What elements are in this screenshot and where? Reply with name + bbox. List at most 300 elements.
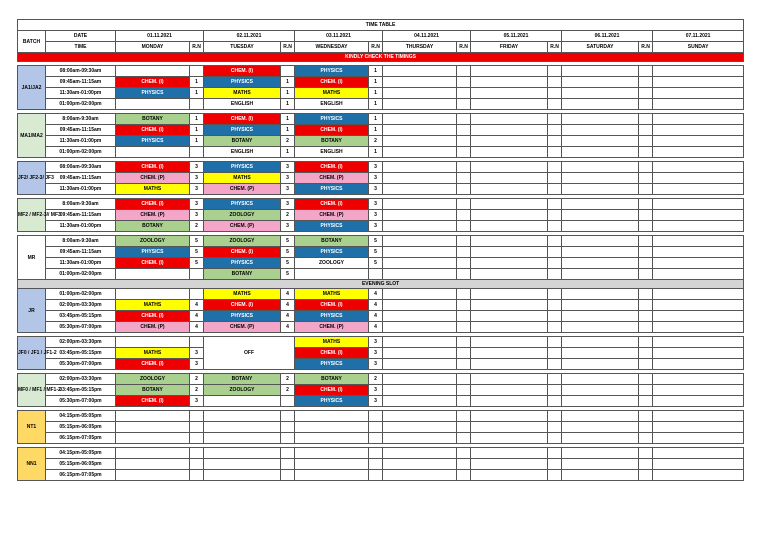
empty-cell <box>562 210 639 221</box>
batch-cell: JF0 / JF1 / JF1-2 <box>18 337 46 370</box>
room-number: 3 <box>190 348 204 359</box>
room-number <box>369 448 383 459</box>
empty-cell <box>562 99 639 110</box>
empty-rn <box>457 322 471 333</box>
table-row <box>18 125 744 136</box>
empty-rn <box>639 374 653 385</box>
table-row <box>18 236 744 247</box>
empty-cell <box>471 258 548 269</box>
room-number: 1 <box>281 147 295 158</box>
subject-cell: ENGLISH <box>204 99 281 110</box>
subject-cell: MATHS <box>116 348 190 359</box>
subject-cell: CHEM. (P) <box>295 322 369 333</box>
room-number: 5 <box>281 269 295 280</box>
date-cell: 01.11.2021 <box>116 31 204 42</box>
empty-cell <box>653 136 744 147</box>
room-number: 3 <box>369 210 383 221</box>
room-number: 1 <box>369 99 383 110</box>
time-cell: 11:30am-01:00pm <box>46 221 116 232</box>
empty-cell <box>562 422 639 433</box>
page-title: TIME TABLE <box>18 20 744 31</box>
time-cell: 03:45pm-05:15pm <box>46 311 116 322</box>
room-number: 3 <box>281 162 295 173</box>
date-cell: 04.11.2021 <box>383 31 471 42</box>
room-number <box>190 459 204 470</box>
subject-cell: ZOOLOGY <box>204 236 281 247</box>
empty-cell <box>471 247 548 258</box>
empty-rn <box>548 337 562 348</box>
room-number: 4 <box>190 300 204 311</box>
empty-cell <box>562 359 639 370</box>
room-number <box>190 99 204 110</box>
table-row <box>18 459 744 470</box>
subject-cell: CHEM. (I) <box>295 162 369 173</box>
room-number: 2 <box>281 385 295 396</box>
room-number <box>281 396 295 407</box>
subject-cell <box>116 147 190 158</box>
empty-rn <box>548 173 562 184</box>
empty-cell <box>562 459 639 470</box>
empty-cell <box>562 311 639 322</box>
empty-cell <box>653 422 744 433</box>
subject-cell: PHYSICS <box>295 114 369 125</box>
empty-cell <box>383 411 457 422</box>
table-row <box>18 448 744 459</box>
empty-rn <box>457 66 471 77</box>
time-cell: 05:15pm-06:05pm <box>46 459 116 470</box>
table-row <box>18 88 744 99</box>
table-row <box>18 99 744 110</box>
time-cell: 11:30am-01:00pm <box>46 88 116 99</box>
batch-cell: JF2/ JF2-3/ JF3 <box>18 162 46 195</box>
empty-cell <box>653 470 744 481</box>
time-cell: 05:30pm-07:00pm <box>46 322 116 333</box>
room-number: 2 <box>190 385 204 396</box>
subject-cell: ZOOLOGY <box>116 374 190 385</box>
room-number <box>281 411 295 422</box>
subject-cell <box>204 459 281 470</box>
rn-header: R.N <box>281 42 295 53</box>
room-number <box>190 433 204 444</box>
empty-rn <box>639 470 653 481</box>
empty-cell <box>653 411 744 422</box>
empty-rn <box>548 433 562 444</box>
subject-cell: BOTANY <box>295 136 369 147</box>
empty-rn <box>548 311 562 322</box>
empty-cell <box>471 385 548 396</box>
subject-cell: MATHS <box>295 289 369 300</box>
subject-cell: CHEM. (P) <box>204 221 281 232</box>
rn-header: R.N <box>369 42 383 53</box>
empty-cell <box>653 66 744 77</box>
empty-rn <box>457 162 471 173</box>
room-number: 5 <box>281 247 295 258</box>
table-row <box>18 300 744 311</box>
empty-cell <box>383 173 457 184</box>
table-row <box>18 385 744 396</box>
empty-cell <box>471 459 548 470</box>
subject-cell: CHEM. (P) <box>204 184 281 195</box>
empty-rn <box>548 470 562 481</box>
room-number: 3 <box>281 173 295 184</box>
empty-rn <box>639 322 653 333</box>
rn-header: R.N <box>639 42 653 53</box>
empty-rn <box>548 125 562 136</box>
room-number: 3 <box>369 359 383 370</box>
empty-rn <box>457 114 471 125</box>
empty-cell <box>471 411 548 422</box>
subject-cell: CHEM. (I) <box>295 77 369 88</box>
table-row <box>18 470 744 481</box>
empty-cell <box>562 125 639 136</box>
empty-cell <box>653 125 744 136</box>
room-number: 3 <box>190 210 204 221</box>
room-number: 5 <box>281 236 295 247</box>
empty-rn <box>639 236 653 247</box>
subject-cell <box>204 422 281 433</box>
empty-cell <box>471 66 548 77</box>
empty-cell <box>562 289 639 300</box>
subject-cell: CHEM. (I) <box>116 77 190 88</box>
batch-cell: NN1 <box>18 448 46 481</box>
table-row <box>18 77 744 88</box>
room-number <box>369 422 383 433</box>
room-number: 3 <box>281 184 295 195</box>
room-number: 3 <box>369 396 383 407</box>
subject-cell <box>204 396 281 407</box>
subject-cell: PHYSICS <box>295 396 369 407</box>
table-row <box>18 258 744 269</box>
empty-rn <box>457 125 471 136</box>
empty-rn <box>457 210 471 221</box>
empty-cell <box>562 470 639 481</box>
timetable <box>17 19 744 481</box>
empty-cell <box>383 300 457 311</box>
empty-cell <box>653 77 744 88</box>
table-row <box>18 199 744 210</box>
subject-cell <box>295 459 369 470</box>
room-number: 3 <box>190 199 204 210</box>
empty-cell <box>471 77 548 88</box>
empty-rn <box>457 136 471 147</box>
empty-cell <box>383 114 457 125</box>
empty-cell <box>471 448 548 459</box>
empty-rn <box>639 337 653 348</box>
table-row <box>18 247 744 258</box>
empty-cell <box>383 374 457 385</box>
room-number: 4 <box>369 300 383 311</box>
day-cell: SATURDAY <box>562 42 639 53</box>
empty-cell <box>383 396 457 407</box>
empty-cell <box>562 258 639 269</box>
empty-cell <box>383 136 457 147</box>
subject-cell: CHEM. (I) <box>116 199 190 210</box>
empty-rn <box>457 374 471 385</box>
empty-rn <box>639 162 653 173</box>
room-number: 1 <box>369 66 383 77</box>
empty-cell <box>471 88 548 99</box>
subject-cell <box>204 448 281 459</box>
empty-cell <box>471 300 548 311</box>
subject-cell: PHYSICS <box>204 258 281 269</box>
empty-rn <box>457 348 471 359</box>
empty-rn <box>548 374 562 385</box>
empty-rn <box>548 359 562 370</box>
rn-header: R.N <box>457 42 471 53</box>
subject-cell: ENGLISH <box>295 99 369 110</box>
empty-rn <box>639 221 653 232</box>
batch-cell: JR <box>18 289 46 333</box>
room-number: 1 <box>369 125 383 136</box>
time-cell: 8:00am-9:30am <box>46 236 116 247</box>
empty-rn <box>639 300 653 311</box>
empty-cell <box>471 374 548 385</box>
subject-cell <box>116 269 190 280</box>
empty-cell <box>562 374 639 385</box>
time-cell: 05:30pm-07:00pm <box>46 359 116 370</box>
empty-cell <box>562 396 639 407</box>
empty-cell <box>471 337 548 348</box>
day-cell: THURSDAY <box>383 42 457 53</box>
empty-rn <box>639 385 653 396</box>
room-number <box>281 448 295 459</box>
room-number: 3 <box>369 199 383 210</box>
time-cell: 01:00pm-02:00pm <box>46 99 116 110</box>
subject-cell <box>295 448 369 459</box>
room-number: 3 <box>281 221 295 232</box>
table-row <box>18 289 744 300</box>
empty-rn <box>639 114 653 125</box>
empty-cell <box>653 269 744 280</box>
room-number <box>281 470 295 481</box>
empty-rn <box>457 147 471 158</box>
subject-cell <box>116 289 190 300</box>
subject-cell: PHYSICS <box>295 247 369 258</box>
room-number: 5 <box>281 258 295 269</box>
table-row <box>18 422 744 433</box>
batch-cell: MF0 / MF1 / MF1-2 <box>18 374 46 407</box>
empty-cell <box>562 114 639 125</box>
empty-cell <box>653 300 744 311</box>
room-number: 4 <box>281 322 295 333</box>
subject-cell <box>295 411 369 422</box>
subject-cell: ENGLISH <box>295 147 369 158</box>
empty-rn <box>548 99 562 110</box>
subject-cell <box>295 470 369 481</box>
subject-cell: CHEM. (P) <box>295 173 369 184</box>
off-cell: OFF <box>204 337 295 370</box>
room-number: 5 <box>190 258 204 269</box>
empty-cell <box>383 337 457 348</box>
batch-cell: MA1/MA2 <box>18 114 46 158</box>
empty-rn <box>548 88 562 99</box>
subject-cell: BOTANY <box>116 221 190 232</box>
empty-cell <box>471 433 548 444</box>
subject-cell: PHYSICS <box>204 162 281 173</box>
room-number: 4 <box>281 311 295 322</box>
table-row <box>18 374 744 385</box>
subject-cell <box>204 470 281 481</box>
empty-cell <box>383 99 457 110</box>
empty-rn <box>457 359 471 370</box>
empty-rn <box>457 470 471 481</box>
date-cell: 02.11.2021 <box>204 31 295 42</box>
empty-rn <box>548 300 562 311</box>
empty-rn <box>457 173 471 184</box>
empty-rn <box>457 396 471 407</box>
empty-cell <box>471 348 548 359</box>
empty-cell <box>471 311 548 322</box>
empty-rn <box>457 221 471 232</box>
subject-cell: CHEM. (I) <box>116 396 190 407</box>
empty-cell <box>653 374 744 385</box>
empty-rn <box>639 147 653 158</box>
room-number <box>190 269 204 280</box>
empty-rn <box>457 422 471 433</box>
empty-cell <box>562 236 639 247</box>
empty-rn <box>457 258 471 269</box>
subject-cell: CHEM. (I) <box>204 114 281 125</box>
empty-cell <box>653 88 744 99</box>
empty-cell <box>653 184 744 195</box>
empty-rn <box>639 258 653 269</box>
empty-rn <box>548 221 562 232</box>
time-cell: 01:00pm-02:00pm <box>46 147 116 158</box>
room-number: 1 <box>190 125 204 136</box>
empty-rn <box>548 289 562 300</box>
room-number: 1 <box>369 88 383 99</box>
empty-cell <box>562 77 639 88</box>
empty-rn <box>457 448 471 459</box>
room-number <box>190 66 204 77</box>
room-number <box>190 422 204 433</box>
empty-cell <box>383 162 457 173</box>
time-cell: 8:00am-9:30am <box>46 114 116 125</box>
empty-rn <box>548 348 562 359</box>
empty-rn <box>457 269 471 280</box>
subject-cell: MATHS <box>295 337 369 348</box>
time-cell: 08:00am-09:30am <box>46 162 116 173</box>
time-cell: 8:00am-9:30am <box>46 199 116 210</box>
room-number: 1 <box>190 88 204 99</box>
empty-rn <box>639 269 653 280</box>
room-number <box>281 433 295 444</box>
empty-cell <box>653 289 744 300</box>
empty-cell <box>562 269 639 280</box>
subject-cell: MATHS <box>204 88 281 99</box>
room-number: 5 <box>369 236 383 247</box>
subject-cell: CHEM. (I) <box>295 199 369 210</box>
time-cell: 11:30am-01:00pm <box>46 258 116 269</box>
empty-rn <box>639 459 653 470</box>
time-cell: 09:45am-11:15am <box>46 210 116 221</box>
empty-rn <box>639 173 653 184</box>
batch-cell: MF2 / MF2-3// MF3 <box>18 199 46 232</box>
empty-cell <box>471 162 548 173</box>
subject-cell: PHYSICS <box>116 247 190 258</box>
empty-cell <box>562 300 639 311</box>
empty-cell <box>471 396 548 407</box>
empty-cell <box>562 199 639 210</box>
empty-cell <box>471 114 548 125</box>
room-number: 4 <box>190 311 204 322</box>
room-number: 1 <box>281 99 295 110</box>
room-number: 5 <box>369 247 383 258</box>
empty-cell <box>383 269 457 280</box>
empty-rn <box>548 385 562 396</box>
room-number: 2 <box>190 221 204 232</box>
room-number <box>369 459 383 470</box>
table-row <box>18 433 744 444</box>
empty-rn <box>639 184 653 195</box>
empty-cell <box>562 162 639 173</box>
subject-cell: CHEM. (I) <box>116 162 190 173</box>
subject-cell: BOTANY <box>116 114 190 125</box>
empty-rn <box>639 411 653 422</box>
empty-cell <box>653 199 744 210</box>
empty-cell <box>562 448 639 459</box>
empty-cell <box>471 184 548 195</box>
room-number <box>369 411 383 422</box>
subject-cell: CHEM. (P) <box>116 210 190 221</box>
table-row <box>18 322 744 333</box>
empty-cell <box>562 173 639 184</box>
empty-rn <box>548 396 562 407</box>
room-number: 1 <box>281 114 295 125</box>
time-cell: 09:45am-11:15am <box>46 125 116 136</box>
subject-cell: BOTANY <box>204 269 281 280</box>
empty-rn <box>548 77 562 88</box>
empty-cell <box>471 136 548 147</box>
room-number: 1 <box>369 114 383 125</box>
empty-cell <box>562 147 639 158</box>
room-number: 3 <box>369 385 383 396</box>
empty-cell <box>471 199 548 210</box>
subject-cell <box>116 459 190 470</box>
empty-cell <box>471 147 548 158</box>
empty-rn <box>548 422 562 433</box>
subject-cell: PHYSICS <box>204 311 281 322</box>
room-number: 2 <box>281 210 295 221</box>
subject-cell: PHYSICS <box>204 199 281 210</box>
subject-cell <box>116 66 190 77</box>
room-number: 1 <box>190 114 204 125</box>
subject-cell: MATHS <box>204 289 281 300</box>
date-cell: 03.11.2021 <box>295 31 383 42</box>
subject-cell: CHEM. (I) <box>116 311 190 322</box>
empty-cell <box>653 99 744 110</box>
empty-rn <box>639 348 653 359</box>
time-cell: 05:15pm-06:05pm <box>46 422 116 433</box>
empty-rn <box>639 77 653 88</box>
room-number: 2 <box>369 136 383 147</box>
room-number: 5 <box>369 258 383 269</box>
subject-cell: PHYSICS <box>295 311 369 322</box>
empty-rn <box>548 247 562 258</box>
empty-rn <box>639 396 653 407</box>
room-number <box>369 269 383 280</box>
room-number: 1 <box>369 77 383 88</box>
subject-cell: MATHS <box>116 300 190 311</box>
empty-cell <box>383 470 457 481</box>
room-number: 1 <box>369 147 383 158</box>
room-number <box>190 470 204 481</box>
room-number: 4 <box>190 322 204 333</box>
room-number: 3 <box>369 337 383 348</box>
empty-rn <box>548 210 562 221</box>
table-row <box>18 221 744 232</box>
empty-cell <box>383 289 457 300</box>
